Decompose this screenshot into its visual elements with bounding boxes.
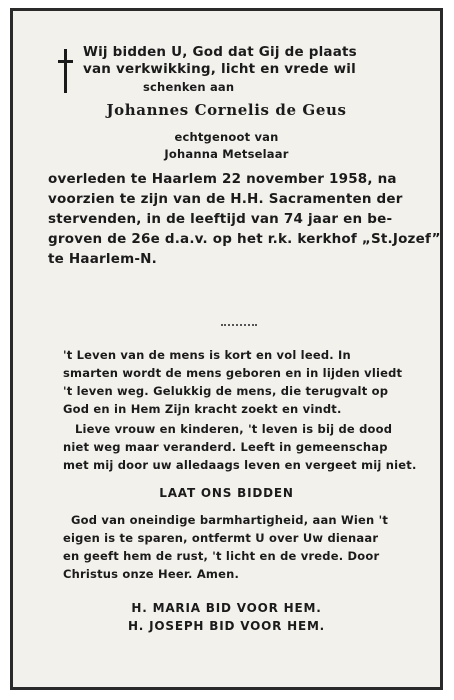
notice-line-1: overleden te Haarlem 22 november 1958, na (48, 171, 397, 187)
notice-line-5: te Haarlem-N. (48, 251, 157, 267)
farewell-line-1: Lieve vrouw en kinderen, 't leven is bij de dood (75, 422, 393, 436)
prayer-line-1: God van oneindige barmhartigheid, aan Wien 't (71, 513, 389, 527)
notice-line-2: voorzien te zijn van de H.H. Sacramenten der (48, 191, 403, 207)
invocation-maria: H. MARIA BID VOOR HEM. (131, 601, 322, 615)
opening-line-3: schenken aan (143, 80, 235, 94)
prayer-heading: LAAT ONS BIDDEN (159, 486, 294, 500)
farewell-line-3: met mij door uw alledaags leven en vergeet mij niet. (63, 458, 417, 472)
memorial-card (10, 8, 443, 690)
farewell-line-2: niet weg maar veranderd. Leeft in gemeenschap (63, 440, 388, 454)
opening-line-1: Wij bidden U, God dat Gij de plaats (83, 44, 357, 60)
spouse-intro: echtgenoot van (174, 130, 279, 144)
meditation-line-4: God en in Hem Zijn kracht zoekt en vindt. (63, 402, 342, 416)
prayer-line-3: en geeft hem de rust, 't licht en de vrede. Door (63, 549, 380, 563)
deceased-name: Johannes Cornelis de Geus (106, 101, 347, 119)
notice-line-3: stervenden, in de leeftijd van 74 jaar en be- (48, 211, 393, 227)
invocation-joseph: H. JOSEPH BID VOOR HEM. (127, 619, 326, 633)
opening-line-2: van verkwikking, licht en vrede wil (83, 61, 356, 77)
ornament-divider (221, 324, 257, 328)
notice-line-4: groven de 26e d.a.v. op het r.k. kerkhof „St.Jozef” (48, 231, 441, 247)
prayer-line-2: eigen is te sparen, ontfermt U over Uw dienaar (63, 531, 379, 545)
prayer-line-4: Christus onze Heer. Amen. (63, 567, 240, 581)
cross-icon (57, 49, 75, 95)
meditation-line-1: 't Leven van de mens is kort en vol leed. In (63, 348, 351, 362)
meditation-line-2: smarten wordt de mens geboren en in lijden vliedt (63, 366, 403, 380)
spouse-name: Johanna Metselaar (164, 147, 289, 161)
meditation-line-3: 't leven weg. Gelukkig de mens, die terugvalt op (63, 384, 389, 398)
